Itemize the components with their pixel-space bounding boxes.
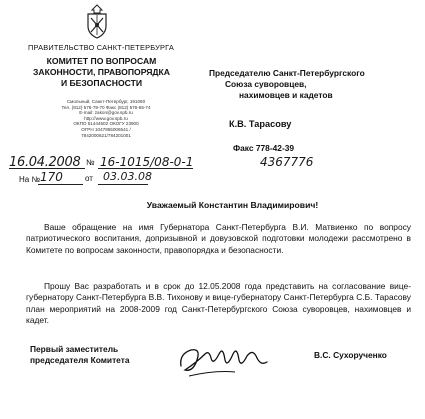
addressee-line: Союза суворовцев, — [225, 79, 307, 89]
incoming-date: 03.03.08 — [103, 170, 152, 183]
addressee-block — [209, 68, 409, 101]
incoming-number-label: На № — [19, 175, 41, 184]
contact-line: ОГРН 1047855006541 / 7842000621/784201001 — [81, 126, 131, 138]
addressee-name: К.В. Тарасову — [229, 119, 292, 129]
contact-line: E-mail: zakon@gov.spb.ru — [79, 110, 133, 116]
signatory-role-line: председателя Комитета — [30, 355, 130, 365]
outgoing-date: 16.04.2008 — [9, 155, 81, 170]
outgoing-number: 16-1015/08-0-1 — [100, 155, 194, 169]
incoming-number-underline — [38, 184, 83, 185]
coat-of-arms-icon — [84, 4, 110, 40]
signatory-role — [30, 344, 130, 366]
addressee-fax: Факс 778-42-39 — [233, 143, 295, 153]
government-name: ПРАВИТЕЛЬСТВО САНКТ-ПЕТЕРБУРГА — [27, 43, 175, 52]
contact-line: ОКПО 51444502 ОКОГУ 23900 — [73, 121, 139, 127]
contact-line: Смольный, Санкт-Петербург, 191060 — [66, 99, 146, 104]
contact-details — [56, 99, 156, 138]
incoming-date-label: от — [85, 174, 93, 183]
signatory-name: В.С. Сухорученко — [314, 350, 387, 360]
handwritten-signature — [175, 336, 270, 380]
addressee-line: нахимовцев и кадетов — [239, 90, 333, 100]
incoming-date-underline — [98, 184, 148, 185]
contact-line: Тел. (812) 576-79-70 Факс (812) 576-65-74 — [61, 104, 151, 110]
handwritten-fax-number: 4367776 — [260, 155, 314, 169]
date-underline — [9, 168, 85, 169]
body-paragraph: Прошу Вас разработать и в срок до 12.05.2008 года представить на согласование вице-губернатору Санкт-Петербурга В.В. Тихонову и вице-губернатору Санкт-Петербурга С.Б. Тарасову план мероприятий на 2008-2009 год Санкт-Петербургского Союза суворовцев, нахимовцев и кадет. — [26, 281, 411, 326]
signatory-role-line: Первый заместитель — [30, 344, 119, 354]
contact-line: http://www.gov.spb.ru — [84, 115, 128, 121]
body-paragraph: Ваше обращение на имя Губернатора Санкт-Петербурга В.И. Матвиенко по вопросу патриотического воспитания, допризывной и довузовской подготовки молодежи рассмотрено в Комитете по вопросам законности, правопорядка и безопасности. — [26, 222, 411, 255]
committee-name — [24, 56, 179, 89]
number-underline — [98, 168, 193, 169]
committee-line: КОМИТЕТ ПО ВОПРОСАМ — [46, 56, 157, 66]
committee-line: И БЕЗОПАСНОСТИ — [60, 78, 143, 88]
incoming-number: 170 — [40, 170, 63, 184]
number-label: № — [86, 158, 95, 167]
committee-line: ЗАКОННОСТИ, ПРАВОПОРЯДКА — [33, 67, 170, 77]
addressee-line: Председателю Санкт-Петербургского — [209, 68, 365, 78]
salutation: Уважаемый Константин Владимирович! — [146, 200, 319, 210]
